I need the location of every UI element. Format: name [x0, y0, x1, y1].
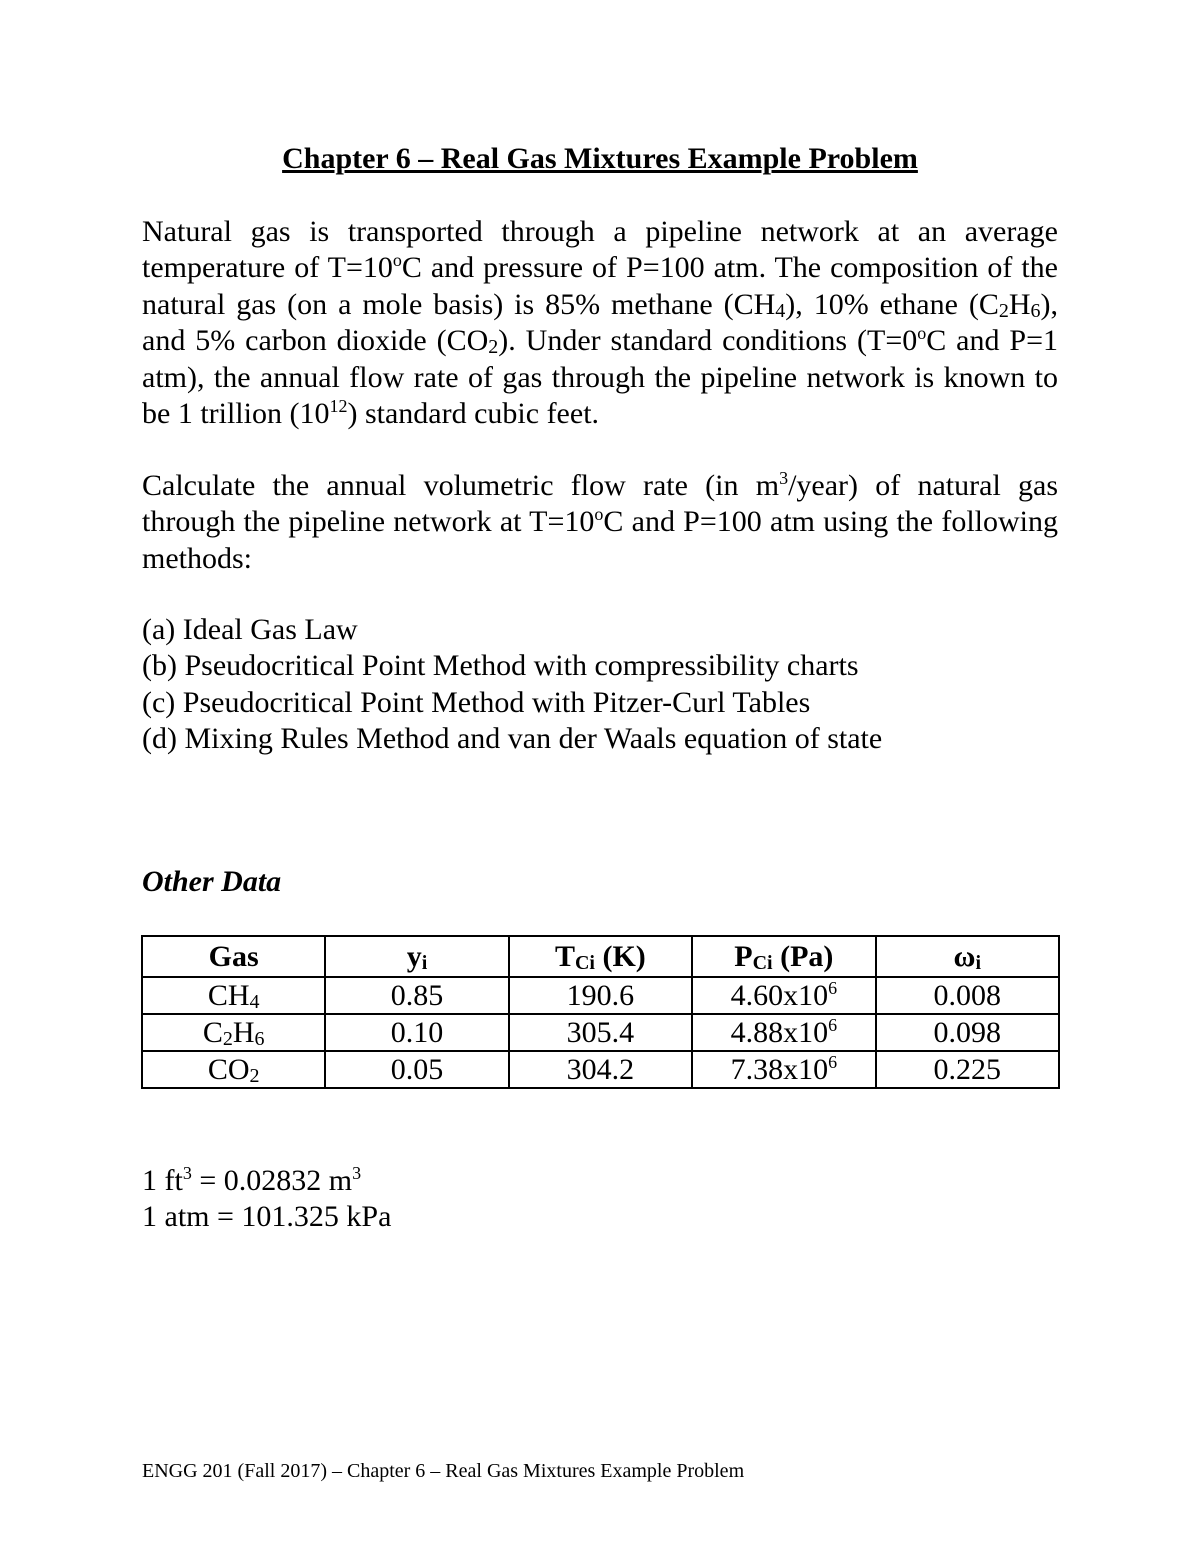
page-footer: ENGG 201 (Fall 2017) – Chapter 6 – Real Gas Mixtures Example Problem — [142, 1460, 745, 1482]
table-row — [142, 977, 1059, 1014]
header-critical-temperature: $T_{Ci}$ (K) — [509, 936, 692, 977]
list-item: (c) Pseudocritical Point Method with Pitzer-Curl Tables — [142, 685, 811, 719]
unit-conversions — [142, 1163, 391, 1235]
gas-cell: $CO_2$ — [142, 1051, 325, 1088]
conversion-pressure: 1 atm = 101.325 kPa — [142, 1200, 392, 1233]
header-acentric-factor: $\omega_i$ — [876, 936, 1059, 977]
gas-cell: $CH_4$ — [142, 977, 325, 1014]
list-item: (b) Pseudocritical Point Method with compressibility charts — [142, 649, 859, 683]
table-row — [142, 1051, 1059, 1088]
critical-temperature-cell: 304.2 — [509, 1051, 692, 1088]
table-row — [142, 1014, 1059, 1051]
methods-list — [142, 612, 882, 758]
acentric-factor-cell: 0.008 — [876, 977, 1059, 1014]
critical-pressure-cell: $4.88x10^6$ — [692, 1014, 876, 1051]
problem-statement: Natural gas is transported through a pipeline network at an average temperature of $T=10^oC$ and pressure of P=100 atm. The composition of the natural gas (on a mole basis) is 85% methane $(CH_4)$, 10% ethane $(C_2H_6)$, and 5% carbon dioxide $(CO_2)$. Under standard conditions ($T=0^oC$ and P=1 atm), the annual flow rate of gas through the pipeline network is known to be 1 trillion $(10^{12})$ standard cubic feet. — [142, 215, 1059, 431]
page-title: Chapter 6 – Real Gas Mixtures Example Problem — [282, 142, 918, 175]
critical-pressure-cell: $4.60x10^6$ — [692, 977, 876, 1014]
other-data-heading: Other Data — [142, 865, 282, 898]
gas-properties-table — [141, 935, 1060, 1089]
acentric-factor-cell: 0.098 — [876, 1014, 1059, 1051]
mole-fraction-cell: 0.05 — [325, 1051, 508, 1088]
mole-fraction-cell: 0.10 — [325, 1014, 508, 1051]
critical-temperature-cell: 190.6 — [509, 977, 692, 1014]
critical-pressure-cell: $7.38x10^6$ — [692, 1051, 876, 1088]
table-header-row — [142, 936, 1059, 977]
list-item: (a) Ideal Gas Law — [142, 613, 358, 646]
critical-temperature-cell: 305.4 — [509, 1014, 692, 1051]
conversion-volume: 1 $ft^3 = 0.02832$ $m^3$ — [142, 1163, 362, 1197]
task-statement: Calculate the annual volumetric flow rate (in $m^3/year$) of natural gas through the pipeline network at $T=10^oC$ and P=100 atm using the following methods: — [142, 468, 1059, 575]
header-mole-fraction: $y_i$ — [325, 936, 508, 977]
list-item: (d) Mixing Rules Method and van der Waals equation of state — [142, 722, 883, 756]
acentric-factor-cell: 0.225 — [876, 1051, 1059, 1088]
header-gas: Gas — [142, 936, 325, 977]
header-critical-pressure: $P_{Ci}$ (Pa) — [692, 936, 876, 977]
gas-cell: $C_2H_6$ — [142, 1014, 325, 1051]
mole-fraction-cell: 0.85 — [325, 977, 508, 1014]
